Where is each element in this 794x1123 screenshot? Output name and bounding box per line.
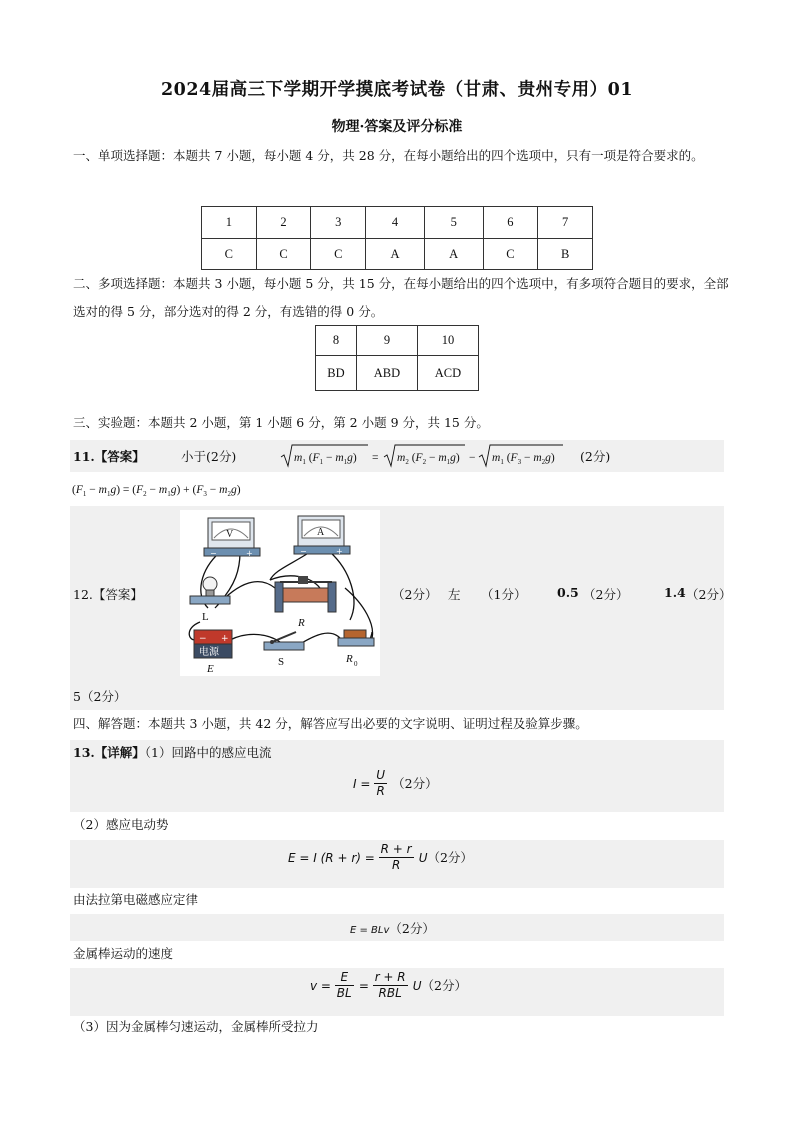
page-subtitle: 物理·答案及评分标准	[331, 119, 463, 135]
q12-answer-3: 0.5	[557, 585, 579, 600]
eq-emf-frac: $\frac{R + r}{R}$	[380, 842, 412, 872]
answer-cell: C	[256, 239, 311, 270]
svg-text:m1 (F1 − m1g): $m_1$ $(F_1 - m_1g)$	[294, 452, 357, 466]
svg-text:R: R	[298, 617, 305, 629]
q11-equation-2	[72, 478, 292, 504]
q13-intro	[73, 743, 271, 761]
battery-icon	[194, 630, 232, 675]
lamp-icon	[190, 577, 230, 623]
answer-cell: C	[483, 239, 538, 270]
page-title: 2024届高三下学期开学摸底考试卷（甘肃、贵州专用）01	[160, 80, 634, 100]
q11-answer-1: 小于(2分)	[181, 449, 237, 464]
svg-text:S: S	[278, 656, 285, 668]
answer-cell: ABD	[356, 356, 417, 391]
resistor-icon	[338, 630, 374, 668]
eq-speed-score: （2分）	[421, 978, 467, 993]
single-choice-table	[201, 206, 593, 270]
answer-cell: ACD	[417, 356, 478, 391]
question-number: 3	[311, 207, 366, 239]
eq-current-score: （2分）	[392, 776, 438, 791]
q11-score-2: (2分)	[580, 449, 611, 464]
eq-emf	[288, 842, 473, 873]
eq-speed-lhs: v =	[310, 979, 335, 993]
section3-heading: 三、实验题：本题共 2 小题，第 1 小题 6 分，第 2 小题 9 分，共 15 分。	[73, 415, 489, 430]
q12-score-2: （1分）	[481, 587, 527, 602]
answer-cell: B	[538, 239, 593, 270]
svg-text:−: −	[469, 452, 476, 464]
q12-score-3: （2分）	[583, 587, 629, 602]
svg-text:电源: 电源	[199, 647, 219, 658]
question-number: 1	[202, 207, 257, 239]
q12-label: 12.【答案】	[73, 587, 143, 602]
q13-part2: （2）感应电动势	[73, 817, 169, 832]
answer-cell: A	[424, 239, 483, 270]
eq-current-lhs: I =	[353, 777, 375, 791]
svg-text:V: V	[226, 529, 234, 540]
q11-equation-1-svg	[280, 441, 570, 471]
eq-speed-u: U	[412, 979, 422, 993]
eq-emf-lhs: E = I (R + r) =	[288, 851, 379, 865]
q12-score-4: （2分）	[686, 587, 732, 602]
q13-label: 13.【详解】	[73, 745, 145, 760]
q12-answer-2: 左	[448, 587, 461, 602]
svg-text:+: +	[246, 549, 253, 558]
eq-speed-frac-2: $\frac{r + R}{\text{RBL}}$	[374, 970, 406, 1000]
q12-answer-4: 1.4	[664, 585, 686, 600]
eq-blv-score: （2分）	[389, 921, 435, 936]
circuit-diagram-svg	[180, 510, 380, 676]
svg-text:+: +	[221, 634, 229, 644]
section1-heading: 一、单项选择题：本题共 7 小题，每小题 4 分，共 28 分，在每小题给出的四个选项中，只有一项是符合要求的。	[73, 148, 704, 163]
question-number: 7	[538, 207, 593, 239]
faraday-law: 由法拉第电磁感应定律	[73, 892, 199, 907]
svg-text:+: +	[336, 547, 343, 556]
q11-equation-1	[280, 441, 570, 475]
eq-emf-score: （2分）	[427, 850, 473, 865]
svg-text:−: −	[300, 547, 307, 556]
rheostat-icon	[275, 576, 336, 629]
answer-cell: C	[202, 239, 257, 270]
q12-score-1: （2分）	[392, 587, 438, 602]
answer-cell: C	[311, 239, 366, 270]
multi-choice-table	[315, 325, 479, 391]
speed-label: 金属棒运动的速度	[73, 946, 174, 961]
q11-label: 11.【答案】	[73, 449, 145, 464]
eq-emf-u: U	[418, 851, 428, 865]
svg-text:R: R	[346, 653, 353, 665]
question-number: 8	[316, 326, 357, 356]
eq-blv-expr: E = BLv	[350, 925, 390, 936]
answer-cell: A	[366, 239, 425, 270]
svg-text:(F1 − m1g) = (F2 − m1g) + (F3: $(F_1 - m_1g) = (F_2 - m_1g) + (F_3 - m_2g)$	[72, 484, 241, 498]
eq-blv	[350, 918, 435, 937]
svg-text:E: E	[207, 663, 214, 675]
question-number: 2	[256, 207, 311, 239]
q12-answer-5: 5（2分）	[73, 689, 127, 704]
eq-current-frac: $\frac{U}{R}$	[376, 768, 386, 798]
circuit-diagram	[180, 510, 380, 676]
svg-text:−: −	[210, 549, 217, 558]
q12-answer-5-shade	[70, 682, 724, 710]
q11-equation-2-svg	[72, 478, 292, 500]
q13-part1: （1）回路中的感应电流	[144, 745, 272, 760]
section2-heading: 二、多项选择题：本题共 3 小题，每小题 5 分，共 15 分，在每小题给出的四个选项中，有多项符合题目的要求，全部选对的得 5 分，部分选对的得 2 分，有选错的得 0 分。	[73, 276, 729, 319]
voltmeter-icon	[204, 518, 260, 558]
question-number: 6	[483, 207, 538, 239]
answer-cell: BD	[316, 356, 357, 391]
question-number: 4	[366, 207, 425, 239]
svg-text:−: −	[199, 634, 207, 644]
svg-text:m1 (F3 − m2g): $m_1$ $(F_3 - m_2g)$	[492, 452, 555, 466]
svg-text:L: L	[202, 611, 209, 623]
question-number: 5	[424, 207, 483, 239]
eq-current	[353, 768, 438, 799]
svg-text:A: A	[317, 527, 325, 538]
eq-speed: v = $\frac{E}{BL}$ = $\frac{r + R}{\text{RBL}}$ U（2分）	[310, 970, 467, 1000]
question-number: 9	[356, 326, 417, 356]
eq-speed-frac-1: $\frac{E}{BL}$	[336, 970, 352, 1000]
q13-part3: （3）因为金属棒匀速运动，金属棒所受拉力	[73, 1019, 319, 1034]
ammeter-icon	[294, 516, 350, 556]
svg-text:=: =	[372, 452, 379, 464]
question-number: 10	[417, 326, 478, 356]
svg-text:m2 (F2 − m1g): $m_2$ $(F_2 - m_1g)$	[397, 452, 460, 466]
svg-text:0: 0	[354, 660, 358, 668]
section4-heading: 四、解答题：本题共 3 小题，共 42 分，解答应写出必要的文字说明、证明过程及验算步骤。	[73, 716, 588, 731]
